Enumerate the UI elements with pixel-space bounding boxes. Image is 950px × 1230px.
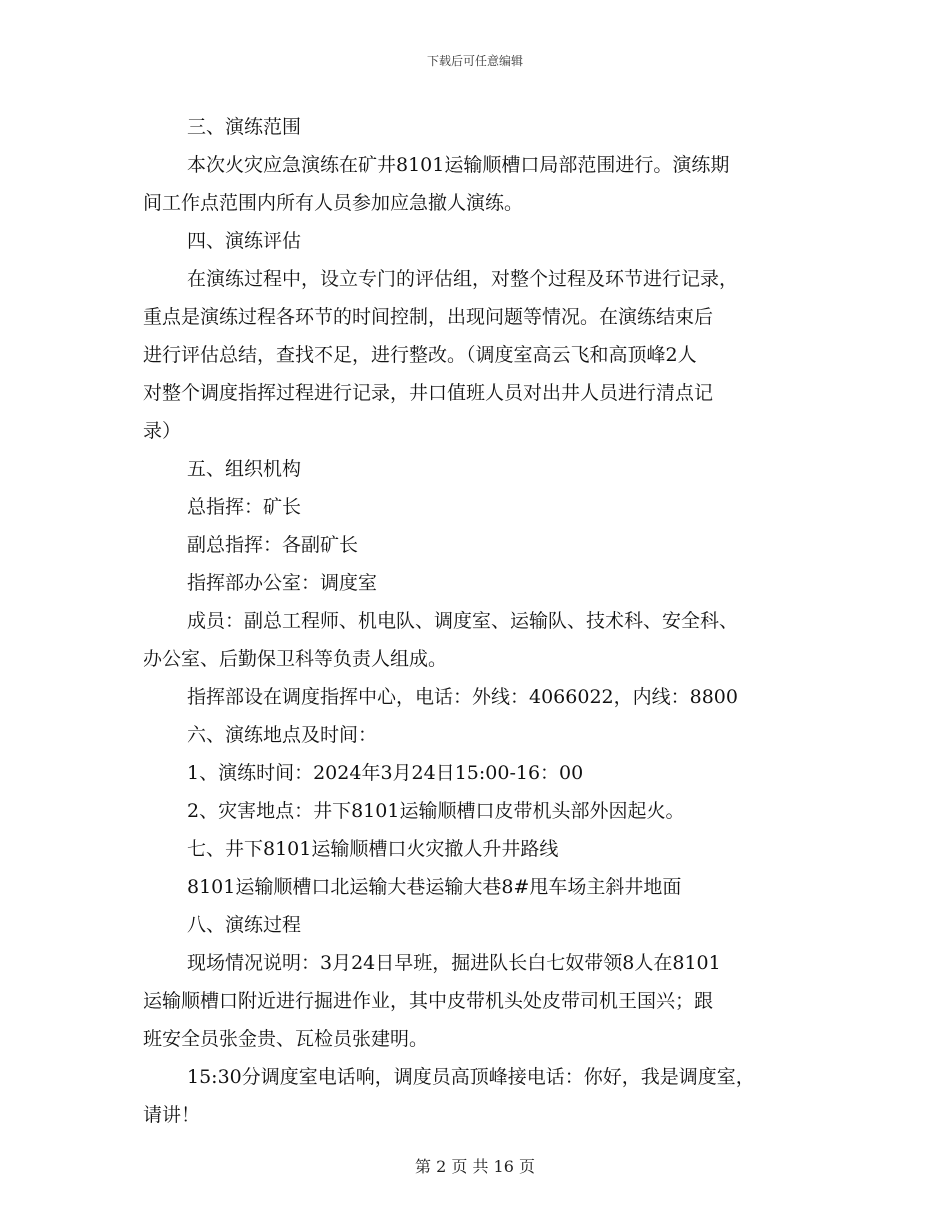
paragraph-line: 15:30分调度室电话响，调度员高顶峰接电话：你好，我是调度室，	[187, 1066, 755, 1088]
paragraph-line: 重点是演练过程各环节的时间控制，出现问题等情况。在演练结束后	[143, 306, 714, 328]
paragraph-line: 对整个调度指挥过程进行记录，井口值班人员对出井人员进行清点记	[143, 382, 714, 404]
paragraph-line: 请讲！	[143, 1104, 201, 1126]
paragraph-line: 8101运输顺槽口北运输大巷运输大巷8#甩车场主斜井地面	[187, 876, 682, 898]
paragraph-line: 成员：副总工程师、机电队、调度室、运输队、技术科、安全科、	[187, 610, 739, 632]
section-heading: 八、演练过程	[187, 914, 302, 936]
section-heading: 六、演练地点及时间：	[187, 724, 378, 746]
page-header: 下载后可任意编辑	[426, 54, 523, 68]
paragraph-line: 本次火灾应急演练在矿井8101运输顺槽口局部范围进行。演练期	[187, 154, 730, 176]
paragraph-line: 进行评估总结，查找不足，进行整改。（调度室高云飞和高顶峰2人	[143, 344, 697, 366]
paragraph-line: 在演练过程中，设立专门的评估组，对整个过程及环节进行记录，	[187, 268, 739, 290]
paragraph-line: 班安全员张金贵、瓦检员张建明。	[143, 1028, 429, 1050]
paragraph-line: 指挥部设在调度指挥中心，电话：外线：4066022，内线：8800	[187, 686, 738, 708]
paragraph-line: 间工作点范围内所有人员参加应急撤人演练。	[143, 192, 524, 214]
section-heading: 三、演练范围	[187, 116, 302, 138]
page-footer: 第 2 页 共 16 页	[415, 1157, 535, 1176]
paragraph-line: 指挥部办公室：调度室	[187, 572, 378, 594]
paragraph-line: 办公室、后勤保卫科等负责人组成。	[143, 648, 448, 670]
paragraph-line: 现场情况说明：3月24日早班，掘进队长白七奴带领8人在8101	[187, 952, 721, 974]
section-heading: 七、井下8101运输顺槽口火灾撤人升井路线	[187, 838, 559, 860]
paragraph-line: 录）	[143, 420, 182, 442]
paragraph-line: 运输顺槽口附近进行掘进作业，其中皮带机头处皮带司机王国兴；跟	[143, 990, 714, 1012]
paragraph-line: 副总指挥：各副矿长	[187, 534, 359, 556]
paragraph-line: 1、演练时间：2024年3月24日15:00-16：00	[187, 762, 584, 784]
paragraph-line: 总指挥：矿长	[187, 496, 302, 518]
document-body	[143, 108, 823, 1134]
section-heading: 四、演练评估	[187, 230, 302, 252]
paragraph-line: 2、灾害地点：井下8101运输顺槽口皮带机头部外因起火。	[187, 800, 685, 822]
section-heading: 五、组织机构	[187, 458, 302, 480]
